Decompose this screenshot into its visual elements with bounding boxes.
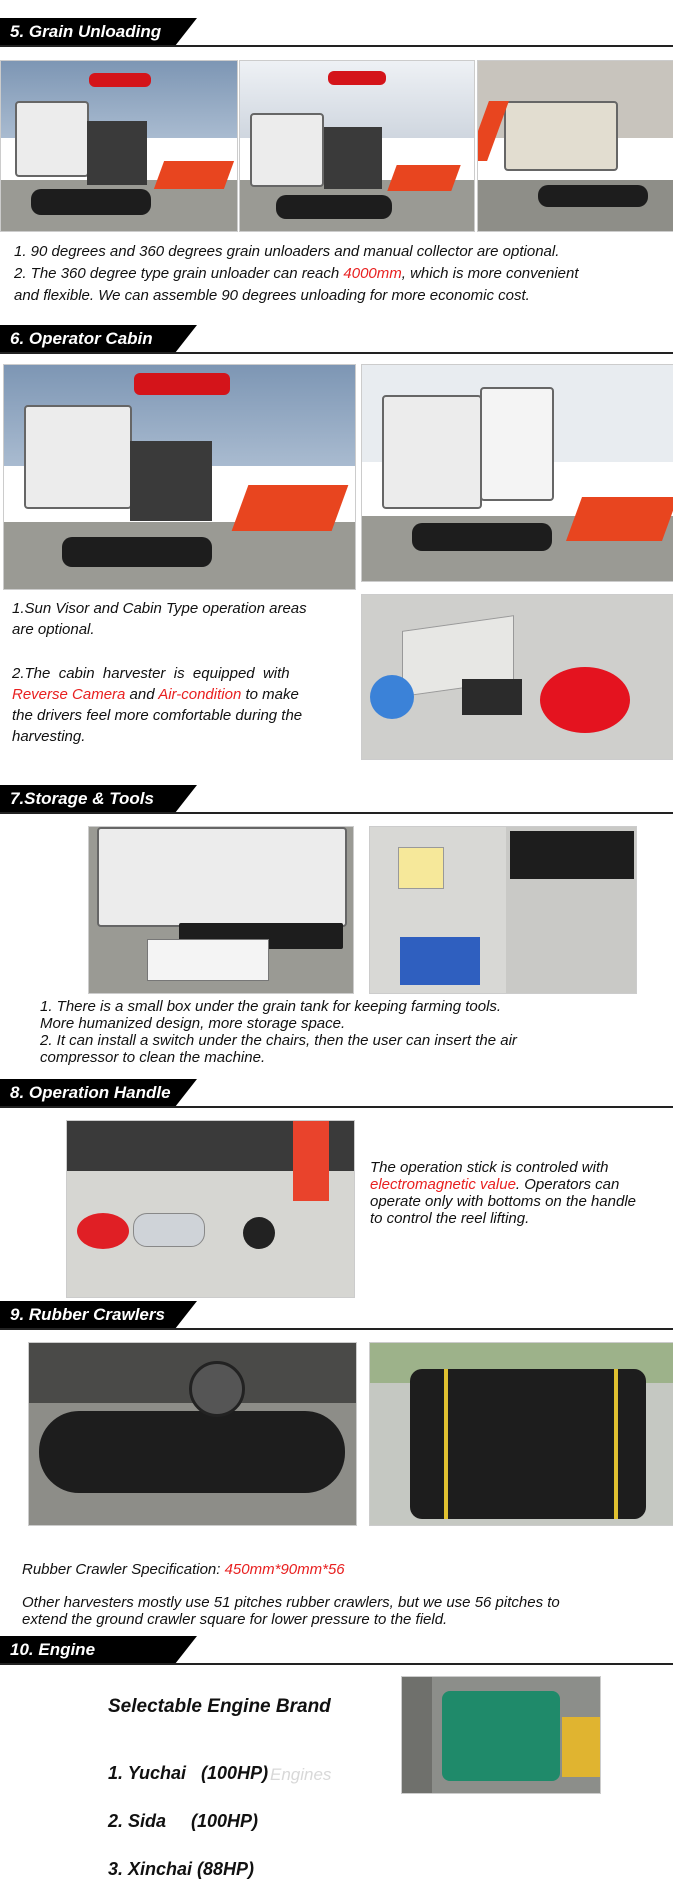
section-header-operator-cabin: [0, 325, 673, 353]
divider: [0, 352, 673, 354]
text-line: operate only with bottoms on the handle: [370, 1193, 637, 1210]
harvester-photo-middle: [239, 60, 475, 232]
text-line: compressor to clean the machine.: [40, 1049, 266, 1066]
text-segment: and: [125, 686, 159, 703]
text-segment: . Operators can: [515, 1176, 620, 1193]
switch-compressor-photo: [369, 826, 637, 994]
harvester-photo-left: [0, 60, 238, 232]
section-5-line-1: 1. 90 degrees and 360 degrees grain unloaders and manual collector are optional.: [14, 243, 560, 260]
section-title: 10. Engine: [0, 1636, 175, 1664]
section-title: 6. Operator Cabin: [0, 325, 175, 353]
section-header-engine: [0, 1636, 673, 1664]
engine-brand-item: 2. Sida (100HP): [108, 1811, 259, 1831]
spec-value: 450mm*90mm*56: [224, 1561, 345, 1578]
watermark: Engines: [270, 1765, 332, 1784]
section-header-storage-tools: [0, 785, 673, 813]
section-6-paragraph-1: [12, 598, 358, 640]
text-segment: to make: [241, 686, 299, 703]
section-header-rubber-crawlers: [0, 1301, 673, 1329]
engine-photo: [401, 1676, 601, 1794]
text-line: the drivers feel more comfortable during the: [12, 707, 303, 724]
cabin-interior-photo: [361, 594, 673, 760]
section-6-paragraph-2: [12, 663, 358, 747]
divider: [0, 1663, 673, 1665]
divider: [0, 45, 673, 47]
section-title: 9. Rubber Crawlers: [0, 1301, 175, 1329]
text-line: [370, 1176, 673, 1193]
text-line: extend the ground crawler square for lower pressure to the field.: [22, 1611, 448, 1628]
section-title: 8. Operation Handle: [0, 1079, 175, 1107]
operation-handle-photo: [66, 1120, 355, 1298]
section-header-grain-unloading: [0, 18, 673, 46]
text-segment: 2. The 360 degree type grain unloader can reach: [14, 265, 344, 282]
section-header-operation-handle: [0, 1079, 673, 1107]
text-line: are optional.: [12, 621, 95, 638]
crawler-installed-photo: [28, 1342, 357, 1526]
highlight-air-condition: Air-condition: [158, 686, 242, 703]
text-line: 1.Sun Visor and Cabin Type operation areas: [12, 600, 307, 617]
text-line: 2.The cabin harvester is equipped with: [12, 665, 290, 682]
text-segment: , which is more convenient: [401, 265, 579, 282]
text-line: The operation stick is controled with: [370, 1159, 609, 1176]
crawler-stack-photo: [369, 1342, 673, 1526]
crawler-specification: [22, 1559, 673, 1580]
section-5-line-3: and flexible. We can assemble 90 degrees unloading for more economic cost.: [14, 287, 530, 304]
divider: [0, 1106, 673, 1108]
text-line: 2. It can install a switch under the chairs, then the user can insert the air: [40, 1032, 517, 1049]
divider: [0, 812, 673, 814]
section-5-line-2: [14, 263, 673, 284]
engine-brand-item: 1. Yuchai (100HP): [108, 1763, 269, 1783]
sun-visor-harvester-photo: [3, 364, 356, 590]
engine-brand-item: 3. Xinchai (88HP): [108, 1859, 255, 1879]
highlight-reverse-camera: Reverse Camera: [12, 686, 126, 703]
text-line: More humanized design, more storage space.: [40, 1015, 346, 1032]
section-7-text: [40, 998, 670, 1066]
highlight-electromagnetic-value: electromagnetic value: [370, 1176, 516, 1193]
highlight-4000mm: 4000mm: [343, 265, 402, 282]
grain-tank-photo: [477, 60, 673, 232]
spec-label: Rubber Crawler Specification:: [22, 1561, 225, 1578]
section-title: 5. Grain Unloading: [0, 18, 175, 46]
section-8-text: [370, 1159, 673, 1227]
text-line: Other harvesters mostly use 51 pitches rubber crawlers, but we use 56 pitches to: [22, 1594, 560, 1611]
cabin-harvester-photo: [361, 364, 673, 582]
tool-box-photo: [88, 826, 354, 994]
text-line: [12, 684, 358, 705]
section-9-text: [22, 1594, 673, 1628]
section-title: 7.Storage & Tools: [0, 785, 175, 813]
engine-brand-list: [108, 1733, 268, 1893]
text-line: to control the reel lifting.: [370, 1210, 530, 1227]
text-line: harvesting.: [12, 728, 86, 745]
text-line: 1. There is a small box under the grain tank for keeping farming tools.: [40, 998, 502, 1015]
engine-brand-title: Selectable Engine Brand: [108, 1696, 331, 1717]
divider: [0, 1328, 673, 1330]
